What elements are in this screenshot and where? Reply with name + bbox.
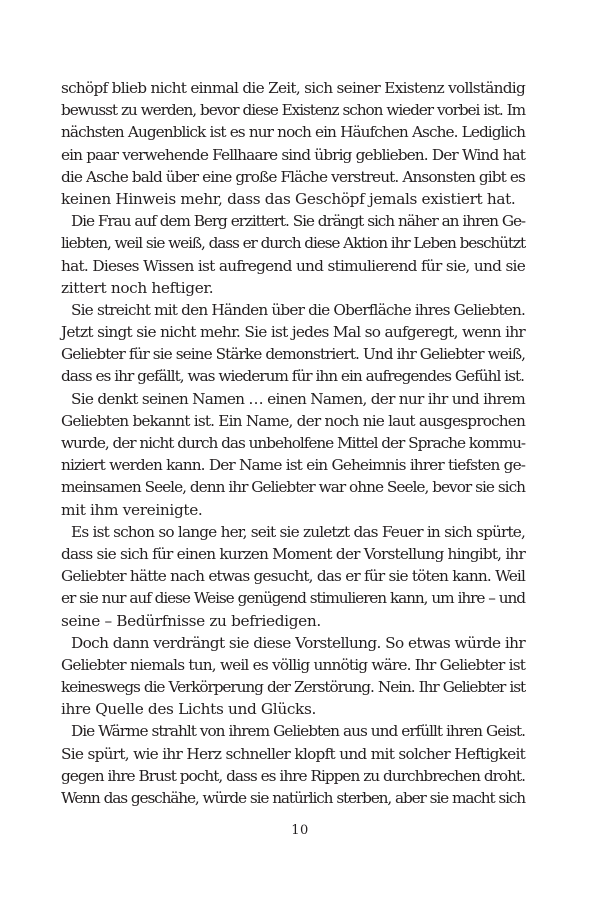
- text-line: Geliebter für sie seine Stärke demonstriert. Und ihr Geliebter weiß,: [61, 345, 525, 364]
- paragraph: [61, 720, 525, 809]
- text-line: Doch dann verdrängt sie diese Vorstellung. So etwas würde ihr: [71, 633, 525, 652]
- text-line: Geliebter hätte nach etwas gesucht, das er für sie töten kann. Weil: [61, 567, 525, 586]
- text-line: Sie denkt seinen Namen … einen Namen, der nur ihr und ihrem: [71, 389, 525, 408]
- text-line: bewusst zu werden, bevor diese Existenz schon wieder vorbei ist. Im: [61, 101, 525, 120]
- text-line: keinen Hinweis mehr, dass das Geschöpf jemals existiert hat.: [61, 189, 516, 208]
- text-line: Die Frau auf dem Berg erzittert. Sie drängt sich näher an ihren Ge-: [71, 212, 525, 231]
- text-line: ein paar verwehende Fellhaare sind übrig geblieben. Der Wind hat: [61, 145, 525, 164]
- text-line: liebten, weil sie weiß, dass er durch diese Aktion ihr Leben beschützt: [61, 234, 525, 253]
- text-line: Jetzt singt sie nicht mehr. Sie ist jedes Mal so aufgeregt, wenn ihr: [61, 323, 525, 342]
- text-line: schöpf blieb nicht einmal die Zeit, sich seiner Existenz vollständig: [61, 79, 525, 97]
- text-line: Geliebter niemals tun, weil es völlig unnötig wäre. Ihr Geliebter ist: [61, 655, 525, 674]
- text-line: dass es ihr gefällt, was wiederum für ihn ein aufregendes Gefühl ist.: [61, 367, 524, 386]
- text-line: die Asche bald über eine große Fläche verstreut. Ansonsten gibt es: [61, 167, 525, 186]
- text-line: Sie streicht mit den Händen über die Oberfläche ihres Geliebten.: [71, 300, 525, 319]
- paragraph: [61, 521, 525, 632]
- text-line: dass sie sich für einen kurzen Moment der Vorstellung hingibt, ihr: [61, 544, 525, 563]
- text-line: hat. Dieses Wissen ist aufregend und stimulierend für sie, und sie: [61, 256, 525, 275]
- text-line: Sie spürt, wie ihr Herz schneller klopft und mit solcher Heftigkeit: [61, 744, 525, 763]
- text-line: Es ist schon so lange her, seit sie zuletzt das Feuer in sich spürte,: [71, 522, 525, 541]
- paragraph: [61, 77, 525, 210]
- text-line: keineswegs die Verkörperung der Zerstörung. Nein. Ihr Geliebter ist: [61, 678, 525, 697]
- text-line: zittert noch heftiger.: [61, 278, 214, 297]
- page-number: 10: [291, 823, 309, 838]
- text-line: Die Wärme strahlt von ihrem Geliebten aus und erfüllt ihren Geist.: [71, 722, 525, 741]
- text-line: Wenn das geschähe, würde sie natürlich sterben, aber sie macht sich: [61, 789, 525, 807]
- text-line: meinsamen Seele, denn ihr Geliebter war ohne Seele, bevor sie sich: [61, 478, 525, 497]
- paragraph: [61, 632, 525, 721]
- text-line: gegen ihre Brust pocht, dass es ihre Rippen zu durchbrechen droht.: [61, 766, 525, 785]
- text-line: ihre Quelle des Lichts und Glücks.: [61, 700, 316, 719]
- text-line: Geliebten bekannt ist. Ein Name, der noch nie laut ausgesprochen: [61, 411, 525, 430]
- paragraph: [61, 299, 525, 388]
- text-line: wurde, der nicht durch das unbeholfene Mittel der Sprache kommu-: [61, 434, 525, 452]
- paragraph: [61, 388, 525, 521]
- paragraph: [61, 210, 525, 299]
- text-line: er sie nur auf diese Weise genügend stimulieren kann, um ihre – und: [61, 589, 525, 608]
- text-line: niziert werden kann. Der Name ist ein Geheimnis ihrer tiefsten ge-: [61, 456, 525, 475]
- body-text: [61, 77, 525, 809]
- text-line: mit ihm vereinigte.: [61, 500, 203, 519]
- text-line: seine – Bedürfnisse zu befriedigen.: [61, 611, 321, 630]
- text-line: nächsten Augenblick ist es nur noch ein Häufchen Asche. Lediglich: [61, 123, 525, 142]
